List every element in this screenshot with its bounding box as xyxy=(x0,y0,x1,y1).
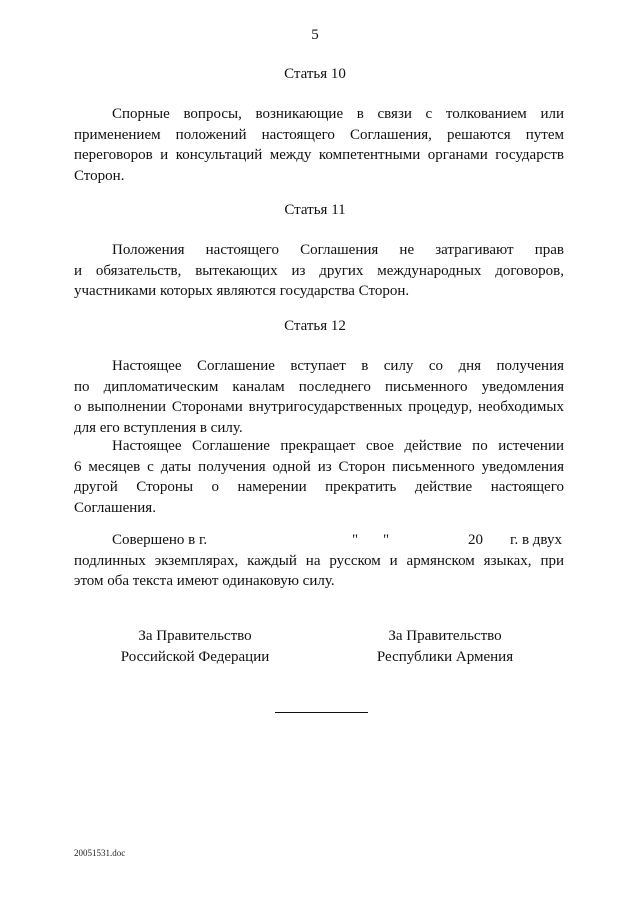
text-line: Спорные вопросы, возникающие в связи с толкованием или xyxy=(112,106,564,122)
article-12-paragraph-2 xyxy=(74,436,564,518)
text-line: другой Стороны о намерении прекратить действие настоящего xyxy=(74,479,564,495)
text-line: Положения настоящего Соглашения не затрагивают прав xyxy=(112,242,564,258)
text-line: этом оба текста имеют одинаковую силу. xyxy=(74,573,335,589)
signature-line: За Правительство xyxy=(138,628,252,644)
text-line: участниками которых являются государства Сторон. xyxy=(74,283,410,299)
text-line: Настоящее Соглашение вступает в силу со дня получения xyxy=(112,358,564,374)
signature-right xyxy=(350,626,540,667)
article-10-paragraph xyxy=(74,104,564,186)
text-line: 6 месяцев с даты получения одной из Сторон письменного уведомления xyxy=(74,458,564,475)
signature-line: За Правительство xyxy=(388,628,502,644)
done-end-text: г. в двух xyxy=(510,532,562,548)
year-prefix: 20 xyxy=(468,532,483,548)
signature-left xyxy=(100,626,290,667)
text-line: и обязательств, вытекающих из других международных договоров, xyxy=(74,262,564,279)
text-line: о выполнении Сторонами внутригосударственных процедур, необходимых xyxy=(74,399,564,415)
quote-close: " xyxy=(383,532,390,548)
text-line: подлинных экземплярах, каждый на русском и армянском языках, при xyxy=(74,552,564,569)
end-divider xyxy=(275,712,368,713)
text-line: переговоров и консультаций между компетентными органами государств xyxy=(74,147,564,163)
quote-open: " xyxy=(352,532,359,548)
article-12-heading: Статья 12 xyxy=(284,318,346,334)
done-clause xyxy=(74,530,564,592)
article-10-heading: Статья 10 xyxy=(284,66,346,82)
text-line: Соглашения. xyxy=(74,499,156,516)
text-line: Сторон. xyxy=(74,167,125,184)
text-line: по дипломатическим каналам последнего письменного уведомления xyxy=(74,378,564,395)
date-line xyxy=(74,530,564,551)
signature-line: Российской Федерации xyxy=(120,648,270,665)
file-name-footer: 20051531.doc xyxy=(74,848,126,858)
text-line: применением положений настоящего Соглашения, решаются путем xyxy=(74,126,564,143)
article-11-paragraph xyxy=(74,240,564,302)
text-line: для его вступления в силу. xyxy=(74,419,243,436)
article-12-paragraph-1 xyxy=(74,356,564,438)
page-number: 5 xyxy=(311,27,319,43)
signature-line: Республики Армения xyxy=(376,648,514,665)
text-line: Настоящее Соглашение прекращает свое действие по истечении xyxy=(112,438,564,454)
article-11-heading: Статья 11 xyxy=(284,202,346,218)
done-at-text: Совершено в г. xyxy=(112,532,208,548)
